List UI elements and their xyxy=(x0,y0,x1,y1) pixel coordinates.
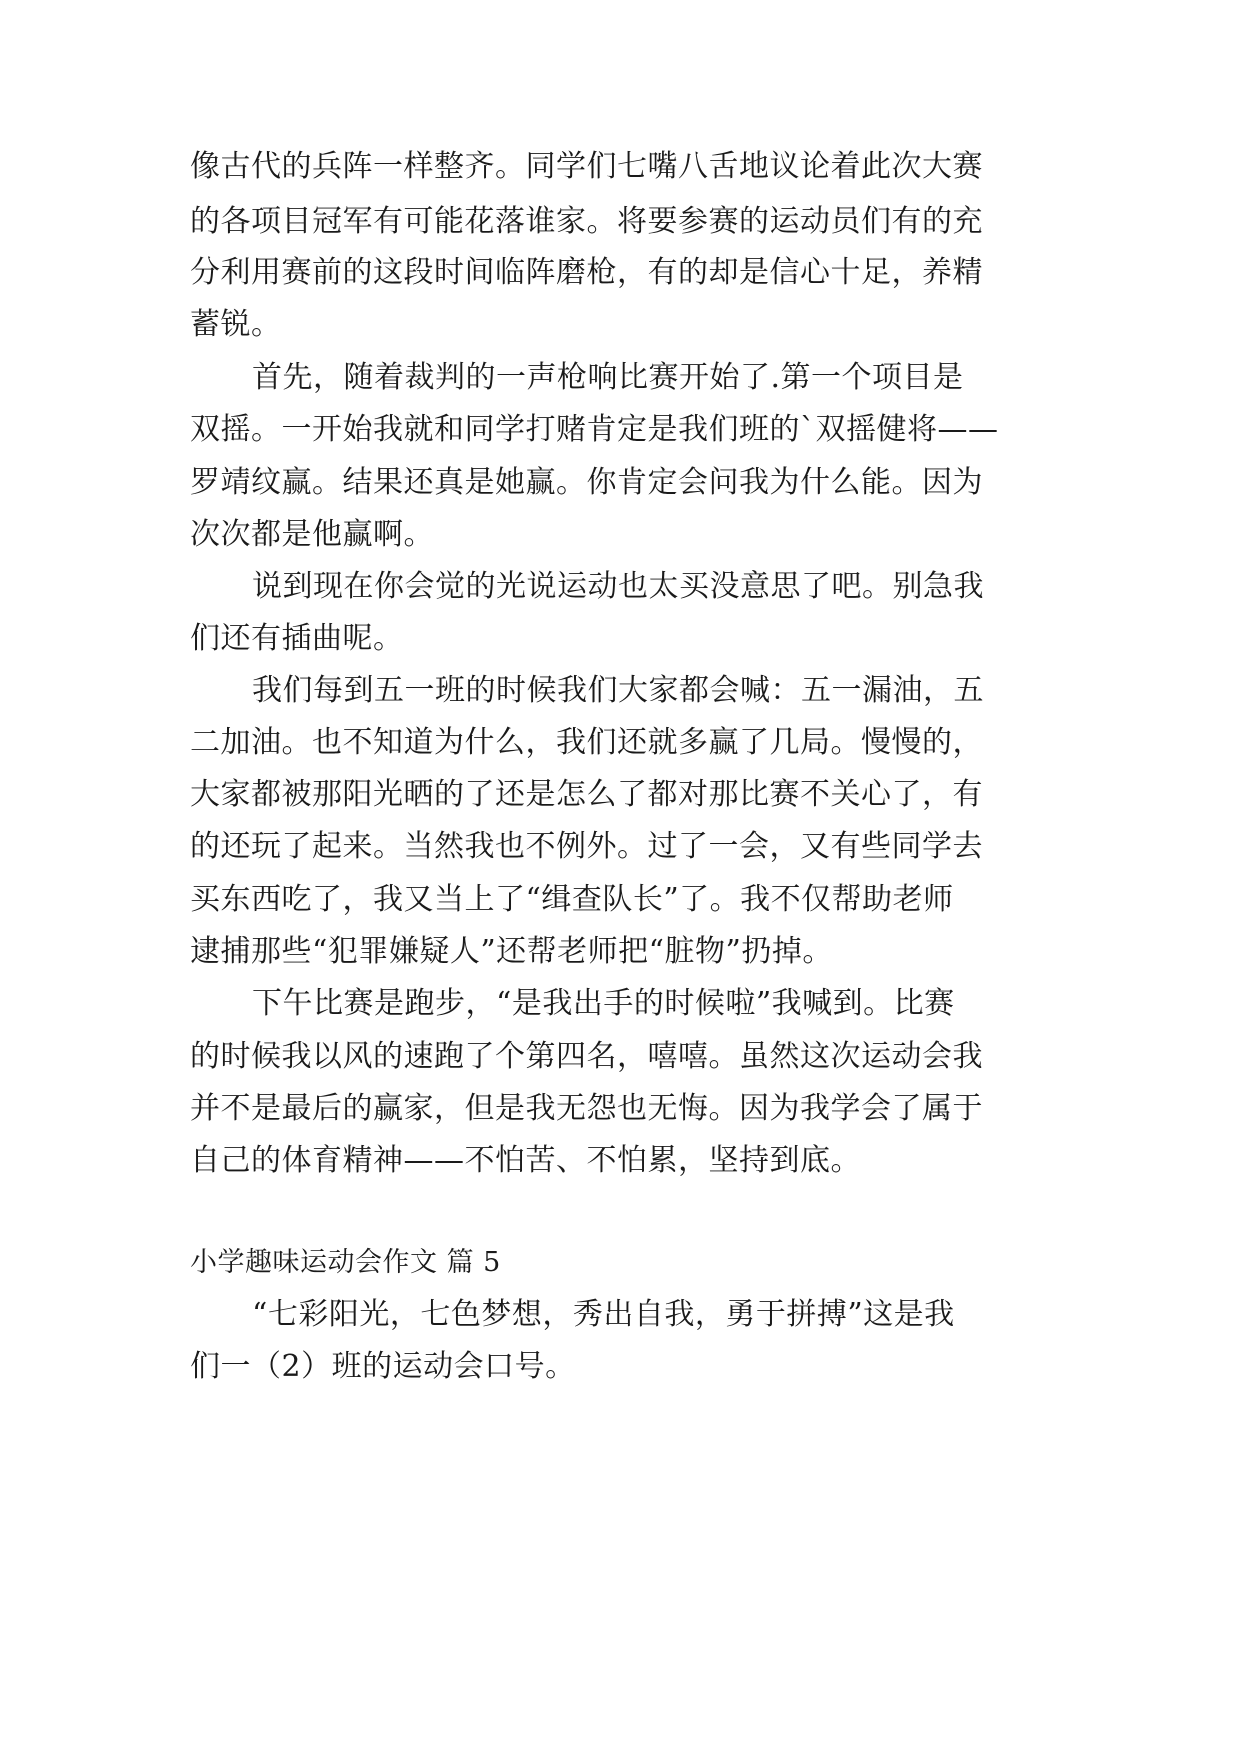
paragraph-line: 说到现在你会觉的光说运动也太买没意思了吧。别急我 xyxy=(252,569,984,604)
section-heading: 小学趣味运动会作文 篇 5 xyxy=(190,1247,501,1278)
paragraph-line: 的还玩了起来。当然我也不例外。过了一会，又有些同学去 xyxy=(190,829,983,864)
paragraph-line: 下午比赛是跑步，“是我出手的时候啦”我喊到。比赛 xyxy=(252,986,955,1021)
paragraph-line: 的各项目冠军有可能花落谁家。将要参赛的运动员们有的充 xyxy=(190,204,983,239)
paragraph-line: 二加油。也不知道为什么，我们还就多赢了几局。慢慢的， xyxy=(190,725,983,760)
paragraph-line: 并不是最后的赢家，但是我无怨也无悔。因为我学会了属于 xyxy=(190,1091,983,1126)
paragraph-line: 的时候我以风的速跑了个第四名，嘻嘻。虽然这次运动会我 xyxy=(190,1039,983,1074)
paragraph-line: “七彩阳光，七色梦想，秀出自我，勇于拼搏”这是我 xyxy=(252,1297,955,1332)
paragraph-line: 双摇。一开始我就和同学打赌肯定是我们班的`双摇健将—— xyxy=(190,412,999,447)
paragraph-line: 像古代的兵阵一样整齐。同学们七嘴八舌地议论着此次大赛 xyxy=(190,149,983,184)
paragraph-line: 蓄锐。 xyxy=(190,307,282,342)
paragraph-line: 分利用赛前的这段时间临阵磨枪，有的却是信心十足，养精 xyxy=(190,255,983,290)
paragraph-line: 们还有插曲呢。 xyxy=(190,621,404,656)
paragraph-line: 罗靖纹赢。结果还真是她赢。你肯定会问我为什么能。因为 xyxy=(190,465,983,500)
paragraph-line: 大家都被那阳光晒的了还是怎么了都对那比赛不关心了，有 xyxy=(190,777,983,812)
paragraph-line: 逮捕那些“犯罪嫌疑人”还帮老师把“脏物”扔掉。 xyxy=(190,934,833,969)
paragraph-line: 首先，随着裁判的一声枪响比赛开始了.第一个项目是 xyxy=(252,360,964,395)
paragraph-line: 自己的体育精神——不怕苦、不怕累，坚持到底。 xyxy=(190,1143,861,1178)
paragraph-line: 买东西吃了，我又当上了“缉查队长”了。我不仅帮助老师 xyxy=(190,882,954,917)
paragraph-line: 次次都是他赢啊。 xyxy=(190,517,434,552)
paragraph-line: 我们每到五一班的时候我们大家都会喊：五一漏油，五 xyxy=(252,673,984,708)
paragraph-line: 们一（2）班的运动会口号。 xyxy=(190,1349,576,1384)
